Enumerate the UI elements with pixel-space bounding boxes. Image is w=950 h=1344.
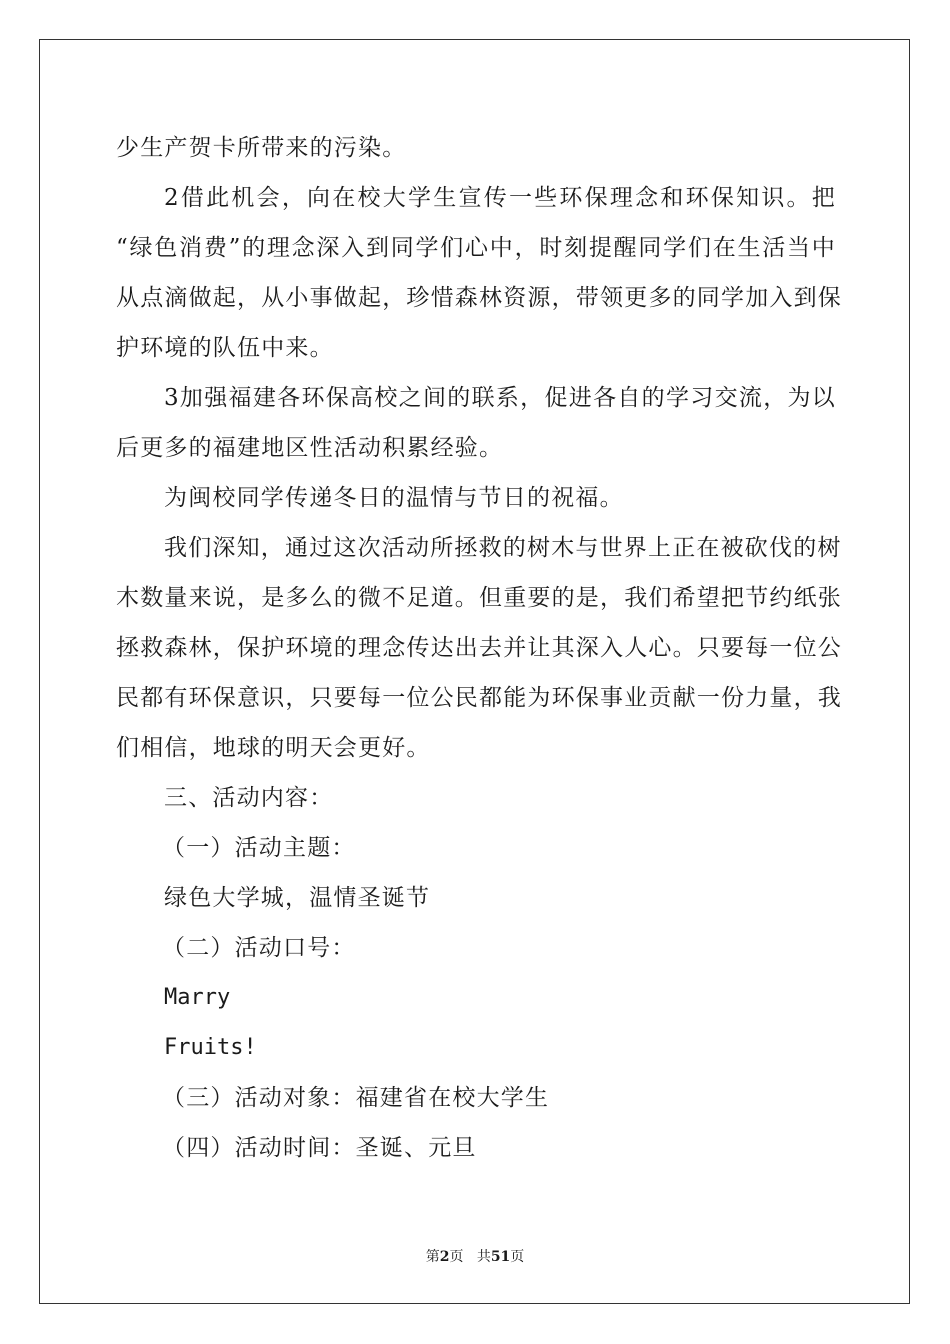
text-line: 2借此机会，向在校大学生宣传一些环保理念和环保知识。把: [164, 185, 836, 211]
text-line: “绿色消费”的理念深入到同学们心中，时刻提醒同学们在生活当中: [116, 235, 836, 261]
subsection-heading: （三）活动对象：福建省在校大学生: [162, 1085, 550, 1111]
text-line: 为闽校同学传递冬日的温情与节日的祝福。: [164, 485, 624, 511]
subsection-heading: （二）活动口号：: [162, 935, 356, 961]
page-number: 2: [439, 1249, 450, 1265]
text-line: 后更多的福建地区性活动积累经验。: [116, 435, 504, 461]
text-line: Fruits!: [164, 1035, 257, 1060]
text-line: 少生产贺卡所带来的污染。: [116, 135, 407, 161]
text-line: 我们深知，通过这次活动所拯救的树木与世界上正在被砍伐的树: [164, 535, 842, 561]
page-prefix: 第: [425, 1249, 440, 1265]
text-line: 3加强福建各环保高校之间的联系，促进各自的学习交流，为以: [164, 385, 836, 411]
text-line: 们相信，地球的明天会更好。: [116, 735, 431, 761]
subsection-heading: （一）活动主题：: [162, 835, 356, 861]
total-pages: 51: [490, 1249, 511, 1265]
text-line: Marry: [164, 985, 231, 1010]
text-line: 民都有环保意识，只要每一位公民都能为环保事业贡献一份力量，我: [116, 685, 842, 711]
text-line: 从点滴做起，从小事做起，珍惜森林资源，带领更多的同学加入到保: [116, 285, 842, 311]
total-prefix: 共: [476, 1249, 491, 1265]
total-suffix: 页: [510, 1249, 525, 1265]
document-body: [116, 128, 842, 1178]
page-suffix: 页: [449, 1249, 464, 1265]
subsection-heading: （四）活动时间：圣诞、元旦: [162, 1135, 477, 1161]
page-footer: [0, 1246, 950, 1266]
text-line: 护环境的队伍中来。: [116, 335, 334, 361]
section-heading: 三、活动内容：: [164, 785, 334, 811]
text-line: 木数量来说，是多么的微不足道。但重要的是，我们希望把节约纸张: [116, 585, 842, 611]
text-line: 绿色大学城，温情圣诞节: [164, 885, 431, 911]
text-line: 拯救森林，保护环境的理念传达出去并让其深入人心。只要每一位公: [116, 635, 842, 661]
